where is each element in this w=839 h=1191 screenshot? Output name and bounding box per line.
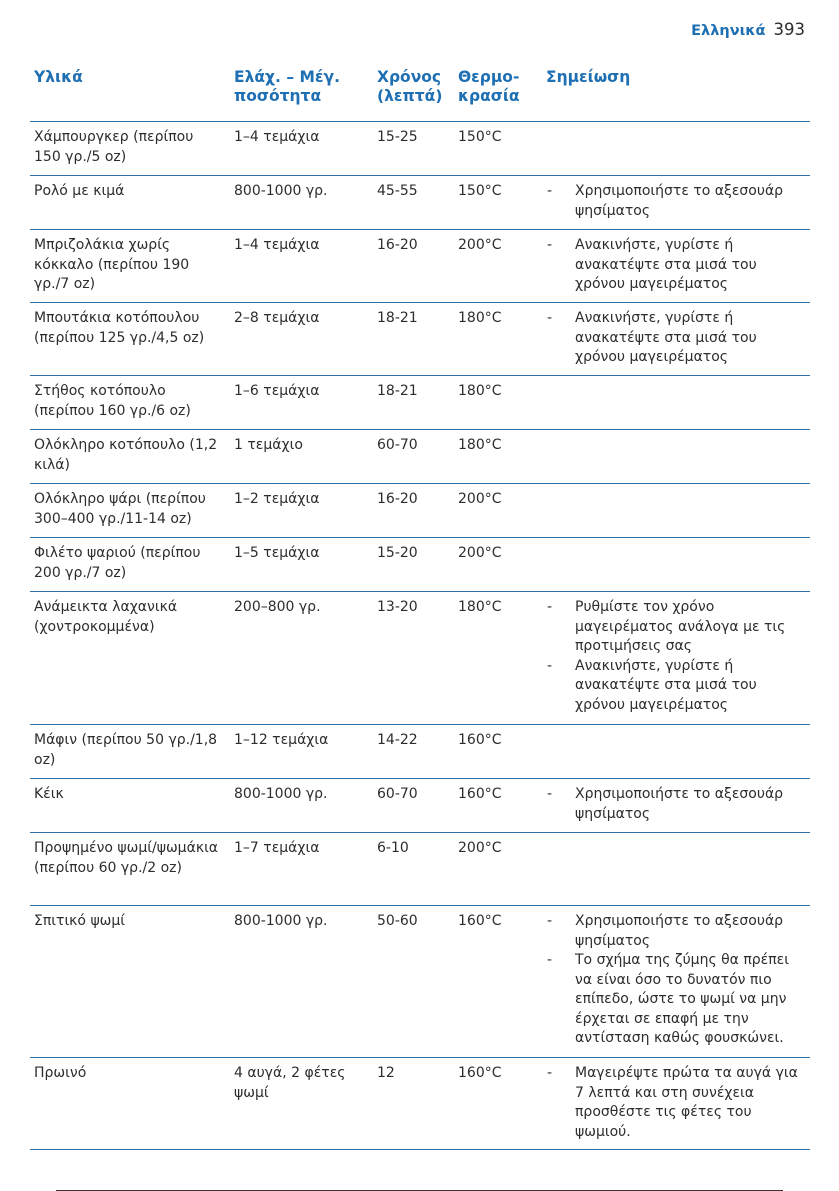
time-cell: 18-21 bbox=[377, 383, 418, 399]
ingredient-cell: Προψημένο ψωμί/ψωμάκια (περίπου 60 γρ./2 oz) bbox=[34, 840, 219, 876]
cooking-table bbox=[30, 66, 810, 1150]
quantity-cell: 1–5 τεμάχια bbox=[234, 545, 320, 561]
quantity-cell: 800-1000 γρ. bbox=[234, 786, 328, 802]
note-cell bbox=[546, 785, 810, 824]
temperature-cell: 200°C bbox=[458, 237, 502, 253]
quantity-cell: 2–8 τεμάχια bbox=[234, 310, 320, 326]
temperature-cell: 180°C bbox=[458, 310, 502, 326]
bullet-dash: - bbox=[547, 786, 553, 802]
table-body bbox=[30, 122, 810, 1150]
ingredient-cell: Πρωινό bbox=[34, 1065, 87, 1081]
table-row bbox=[30, 176, 810, 230]
quantity-cell: 1–7 τεμάχια bbox=[234, 840, 320, 856]
temperature-cell: 200°C bbox=[458, 491, 502, 507]
table-header-row bbox=[30, 66, 810, 122]
time-cell: 60-70 bbox=[377, 437, 418, 453]
time-cell: 18-21 bbox=[377, 310, 418, 326]
ingredient-cell: Μπριζολάκια χωρίς κόκκαλο (περίπου 190 γρ./7 oz) bbox=[34, 237, 190, 292]
note-item bbox=[546, 236, 810, 295]
note-text: Χρησιμοποιήστε το αξεσουάρ ψησίματος bbox=[575, 913, 784, 949]
temperature-cell: 160°C bbox=[458, 786, 502, 802]
temperature-cell: 160°C bbox=[458, 913, 502, 929]
time-cell: 45-55 bbox=[377, 183, 418, 199]
note-item bbox=[546, 1064, 810, 1142]
quantity-cell: 800-1000 γρ. bbox=[234, 913, 328, 929]
bullet-dash: - bbox=[547, 310, 553, 326]
note-cell bbox=[546, 598, 810, 715]
bullet-dash: - bbox=[547, 599, 553, 615]
temperature-cell: 150°C bbox=[458, 183, 502, 199]
quantity-cell: 200–800 γρ. bbox=[234, 599, 321, 615]
table-row bbox=[30, 906, 810, 1058]
table-row bbox=[30, 833, 810, 906]
ingredient-cell: Ανάμεικτα λαχανικά (χοντροκομμένα) bbox=[34, 599, 178, 635]
temperature-cell: 180°C bbox=[458, 383, 502, 399]
note-item bbox=[546, 951, 810, 1049]
ingredient-cell: Μπουτάκια κοτόπουλου (περίπου 125 γρ./4,5 oz) bbox=[34, 310, 205, 346]
note-text: Ανακινήστε, γυρίστε ή ανακατέψτε στα μισά του χρόνου μαγειρέματος bbox=[575, 237, 757, 292]
column-header-note: Σημείωση bbox=[546, 68, 631, 86]
note-text: Μαγειρέψτε πρώτα τα αυγά για 7 λεπτά και στη συνέχεια προσθέστε τις φέτες του ψωμιού. bbox=[575, 1065, 798, 1140]
quantity-cell: 800-1000 γρ. bbox=[234, 183, 328, 199]
bullet-dash: - bbox=[547, 913, 553, 929]
quantity-cell: 1–4 τεμάχια bbox=[234, 237, 320, 253]
note-text: Ρυθμίστε τον χρόνο μαγειρέματος ανάλογα με τις προτιμήσεις σας bbox=[575, 599, 786, 654]
note-item bbox=[546, 598, 810, 657]
temperature-cell: 150°C bbox=[458, 129, 502, 145]
temperature-cell: 160°C bbox=[458, 1065, 502, 1081]
table-row bbox=[30, 376, 810, 430]
note-cell bbox=[546, 1064, 810, 1142]
ingredient-cell: Κέικ bbox=[34, 786, 64, 802]
time-cell: 12 bbox=[377, 1065, 395, 1081]
page-number: 393 bbox=[773, 20, 805, 39]
ingredient-cell: Σπιτικό ψωμί bbox=[34, 913, 126, 929]
time-cell: 13-20 bbox=[377, 599, 418, 615]
table-row bbox=[30, 303, 810, 376]
note-item bbox=[546, 912, 810, 951]
ingredient-cell: Μάφιν (περίπου 50 γρ./1,8 oz) bbox=[34, 732, 218, 768]
column-header-time: Χρόνος (λεπτά) bbox=[377, 68, 443, 105]
table-row bbox=[30, 230, 810, 303]
quantity-cell: 1–4 τεμάχια bbox=[234, 129, 320, 145]
ingredient-cell: Στήθος κοτόπουλο (περίπου 160 γρ./6 oz) bbox=[34, 383, 191, 419]
time-cell: 15-25 bbox=[377, 129, 418, 145]
note-item bbox=[546, 182, 810, 221]
bullet-dash: - bbox=[547, 1065, 553, 1081]
ingredient-cell: Χάμπουργκερ (περίπου 150 γρ./5 oz) bbox=[34, 129, 194, 165]
note-item bbox=[546, 785, 810, 824]
time-cell: 50-60 bbox=[377, 913, 418, 929]
table-row bbox=[30, 122, 810, 176]
quantity-cell: 1 τεμάχιο bbox=[234, 437, 303, 453]
temperature-cell: 200°C bbox=[458, 840, 502, 856]
column-header-temperature: Θερμο- κρασία bbox=[458, 68, 520, 105]
time-cell: 14-22 bbox=[377, 732, 418, 748]
quantity-cell: 1–6 τεμάχια bbox=[234, 383, 320, 399]
column-header-ingredient: Υλικά bbox=[34, 68, 83, 86]
quantity-cell: 1–2 τεμάχια bbox=[234, 491, 320, 507]
note-item bbox=[546, 657, 810, 716]
temperature-cell: 160°C bbox=[458, 732, 502, 748]
quantity-cell: 4 αυγά, 2 φέτες ψωμί bbox=[234, 1065, 346, 1101]
column-header-quantity: Ελάχ. – Μέγ. ποσότητα bbox=[234, 68, 340, 105]
time-cell: 15-20 bbox=[377, 545, 418, 561]
table-row bbox=[30, 1058, 810, 1150]
note-cell bbox=[546, 236, 810, 295]
page-header bbox=[691, 20, 805, 39]
table-row bbox=[30, 484, 810, 538]
temperature-cell: 180°C bbox=[458, 599, 502, 615]
ingredient-cell: Φιλέτο ψαριού (περίπου 200 γρ./7 oz) bbox=[34, 545, 201, 581]
note-cell bbox=[546, 912, 810, 1049]
ingredient-cell: Ρολό με κιμά bbox=[34, 183, 125, 199]
time-cell: 60-70 bbox=[377, 786, 418, 802]
bullet-dash: - bbox=[547, 183, 553, 199]
language-label: Ελληνικά bbox=[691, 23, 766, 39]
quantity-cell: 1–12 τεμάχια bbox=[234, 732, 329, 748]
note-text: Ανακινήστε, γυρίστε ή ανακατέψτε στα μισά του χρόνου μαγειρέματος bbox=[575, 310, 757, 365]
note-text: Χρησιμοποιήστε το αξεσουάρ ψησίματος bbox=[575, 183, 784, 219]
note-cell bbox=[546, 309, 810, 368]
bullet-dash: - bbox=[547, 952, 553, 968]
ingredient-cell: Ολόκληρο κοτόπουλο (1,2 κιλά) bbox=[34, 437, 218, 473]
note-text: Ανακινήστε, γυρίστε ή ανακατέψτε στα μισά του χρόνου μαγειρέματος bbox=[575, 657, 757, 713]
note-cell bbox=[546, 182, 810, 221]
table-row bbox=[30, 725, 810, 779]
temperature-cell: 200°C bbox=[458, 545, 502, 561]
note-item bbox=[546, 309, 810, 368]
bullet-dash: - bbox=[547, 237, 553, 253]
time-cell: 16-20 bbox=[377, 237, 418, 253]
table-row bbox=[30, 538, 810, 592]
note-text: Το σχήμα της ζύμης θα πρέπει να είναι όσο το δυνατόν πιο επίπεδο, ώστε το ψωμί να μην έρχεται σε επαφή με την αντίσταση καθώς φουσκώνει. bbox=[575, 952, 789, 1046]
temperature-cell: 180°C bbox=[458, 437, 502, 453]
time-cell: 16-20 bbox=[377, 491, 418, 507]
ingredient-cell: Ολόκληρο ψάρι (περίπου 300–400 γρ./11-14 oz) bbox=[34, 491, 206, 527]
note-text: Χρησιμοποιήστε το αξεσουάρ ψησίματος bbox=[575, 786, 784, 822]
time-cell: 6-10 bbox=[377, 840, 409, 856]
table-row bbox=[30, 430, 810, 484]
bullet-dash: - bbox=[547, 657, 553, 674]
table-row bbox=[30, 592, 810, 725]
table-row bbox=[30, 779, 810, 833]
